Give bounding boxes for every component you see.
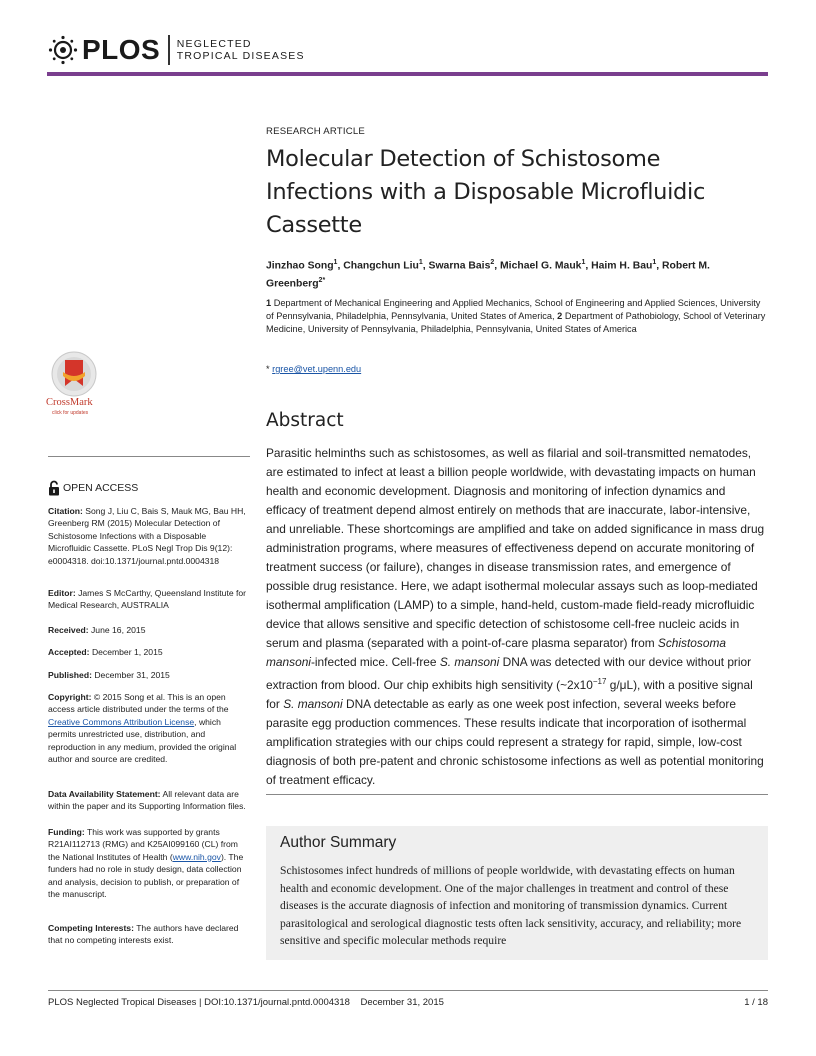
- journal-logo[interactable]: [48, 33, 305, 67]
- editor-label: Editor:: [48, 588, 76, 598]
- data-availability-block: [48, 788, 250, 813]
- article-title: Molecular Detection of Schistosome Infections with a Disposable Microfluidic Cassette: [266, 146, 706, 238]
- funding-block: [48, 826, 250, 900]
- published-block: [48, 669, 250, 681]
- nih-link[interactable]: www.nih.gov: [172, 851, 221, 862]
- author-summary-heading: Author Summary: [280, 834, 397, 851]
- author-summary-text: Schistosomes infect hundreds of millions of people worldwide, with devastating effects on human health and economic development. One of the major challenges in treatment and control of these diseases is the accurate diagnosis of infection and monitoring of transmission dynamics. Current parasitological and serological diagnostic tests often lack sensitivity, accuracy, and reliability; more sensitive and specific molecular methods require: [280, 864, 742, 948]
- corresponding-email: [266, 364, 361, 374]
- header-rule: [47, 72, 768, 76]
- author-affiliation-marker: 2*: [318, 276, 326, 284]
- species-name: S. mansoni: [283, 696, 343, 711]
- citation-label: Citation:: [48, 506, 83, 516]
- published-label: Published:: [48, 670, 92, 680]
- exponent: −17: [592, 677, 607, 686]
- open-access-badge: [48, 480, 138, 496]
- abstract-part: -infected mice. Cell-free: [310, 655, 440, 669]
- funding-text-end: ). The funders had no role in study design, data collection and analysis, decision to publish, or preparation of the manuscript.: [48, 851, 244, 900]
- affiliation-2: Department of Pathobiology, School of Veterinary Medicine, University of Pennsylvania, Philadelphia, Pennsylvania, United States of America: [266, 311, 766, 335]
- abstract-part: DNA was detected with our device without prior extraction from blood. Our chip exhibits high sensitivity (~2x10: [266, 655, 752, 692]
- data-availability-text: All relevant data are within the paper and its Supporting Information files.: [48, 789, 246, 812]
- open-lock-icon: [48, 480, 60, 496]
- abstract-text: [266, 444, 768, 790]
- published-date: December 31, 2015: [94, 670, 170, 680]
- accepted-date: December 1, 2015: [91, 647, 163, 657]
- funding-text: This work was supported by grants R21AI112713 (RMG) and K25AI099160 (CL) from the National Institutes of Health (: [48, 827, 238, 862]
- crossmark-badge[interactable]: [42, 350, 106, 420]
- competing-interests-label: Competing Interests:: [48, 923, 134, 933]
- author-name: Michael G. Mauk: [500, 260, 582, 272]
- abstract-heading: Abstract: [266, 410, 344, 431]
- copyright-block: [48, 691, 250, 765]
- funding-label: Funding:: [48, 827, 85, 837]
- editor-block: [48, 587, 250, 612]
- author-list: Jinzhao Song$^1$, Changchun Liu$^1$, Swarna Bais$^2$, Michael G. Mauk$^1$, Haim H. Bau$^1$, Robert M. Greenberg$^{2*}$: [266, 259, 710, 290]
- footer-citation: PLOS Neglected Tropical Diseases | DOI:10.1371/journal.pntd.0004318 December 31, 2015: [48, 997, 444, 1008]
- license-link[interactable]: Creative Commons Attribution License: [48, 716, 195, 727]
- affiliations: [266, 297, 766, 336]
- author-affiliation-marker: 1: [581, 259, 586, 266]
- accepted-label: Accepted:: [48, 647, 90, 657]
- affiliation-2-number: 2: [557, 311, 563, 322]
- crossmark-label: CrossMark: [46, 397, 93, 408]
- accepted-block: [48, 646, 250, 658]
- sidebar-rule: [48, 456, 250, 457]
- author-name: Swarna Bais: [428, 260, 491, 272]
- copyright-label: Copyright:: [48, 692, 92, 702]
- article-type: RESEARCH ARTICLE: [266, 126, 365, 137]
- email-link[interactable]: rgree@vet.upenn.edu: [272, 364, 362, 374]
- received-date: June 16, 2015: [91, 625, 146, 635]
- author-name: Jinzhao Song: [266, 260, 334, 272]
- abstract-part: DNA detectable as early as one week post infection, several weeks before parasite egg production commences. These results indicate that incorporation of isothermal amplification strategies with our chips could represent a strategy for rapid, simple, low-cost diagnosis of both pre-patent and chronic schistosome infections as well as potential monitoring of treatment efficacy.: [266, 696, 764, 787]
- author-affiliation-marker: 1: [418, 259, 423, 266]
- author-affiliation-marker: 1: [652, 259, 657, 266]
- abstract-part: Parasitic helminths such as schistosomes, as well as filarial and soil-transmitted nematodes, are estimated to infect at least a billion people worldwide, with devastating impacts on human health and economic development. Diagnosis and monitoring of infection dynamics and efficacy of treatment depend almost entirely on methods that are inaccurate, labor-intensive, and unreliable. These shortcomings are amplified and take on added significance in mass drug administration programs, where measures of effectiveness depend on accurate monitoring of treatment success (or failure), changes in disease transmission rates, and emergence of possible drug resistance. Here, we adapt isothermal molecular assays such as loop-mediated isothermal amplification (LAMP) to a simple, hand-held, custom-made field-ready microfluidic device that allows sensitive and specific detection of schistosome cell-free nucleic acids in serum and plasma (separated with a point-of-care plasma separator) from: [266, 446, 765, 650]
- plos-logo-icon: [48, 35, 78, 65]
- logo-text: PLOS: [82, 34, 161, 65]
- competing-interests-block: [48, 922, 250, 947]
- email-asterisk: *: [266, 364, 270, 374]
- received-label: Received:: [48, 625, 89, 635]
- abstract-part: g/μL), with a positive signal for: [266, 677, 753, 711]
- author-affiliation-marker: 1: [333, 259, 338, 266]
- received-block: [48, 624, 250, 636]
- journal-name-line2: TROPICAL DISEASES: [176, 50, 305, 62]
- author-affiliation-marker: 2: [490, 259, 495, 266]
- copyright-text-end: , which permits unrestricted use, distribution, and reproduction in any medium, provided the original author and source are credited.: [48, 716, 237, 765]
- journal-name-line1: NEGLECTED: [176, 38, 252, 50]
- journal-name: [177, 38, 305, 62]
- logo-divider: [168, 35, 170, 65]
- copyright-text: © 2015 Song et al. This is an open access article distributed under the terms of the: [48, 692, 229, 715]
- crossmark-icon: [50, 350, 98, 398]
- editor-text: James S McCarthy, Queensland Institute for Medical Research, AUSTRALIA: [48, 588, 247, 611]
- crossmark-sublabel: click for updates: [52, 410, 89, 416]
- citation-block: [48, 505, 250, 567]
- author-name: Haim H. Bau: [591, 260, 653, 272]
- affiliation-1-number: 1: [266, 298, 272, 308]
- open-access-label: OPEN ACCESS: [63, 482, 139, 494]
- author-name: Robert M. Greenberg: [266, 260, 710, 290]
- affiliation-1: Department of Mechanical Engineering and Applied Mechanics, School of Engineering and Applied Sciences, University of Pennsylvania, Philadelphia, Pennsylvania, United States of America,: [266, 298, 761, 322]
- species-name: Schistosoma mansoni: [266, 636, 726, 669]
- competing-interests-text: The authors have declared that no competing interests exist.: [48, 923, 239, 946]
- abstract-rule: [266, 794, 768, 795]
- author-name: Changchun Liu: [343, 260, 419, 272]
- species-name: S. mansoni: [439, 655, 500, 669]
- data-availability-label: Data Availability Statement:: [48, 789, 161, 799]
- footer-rule: [48, 990, 768, 991]
- page-number: 1 / 18: [744, 997, 768, 1008]
- citation-text: Song J, Liu C, Bais S, Mauk MG, Bau HH, Greenberg RM (2015) Molecular Detection of Schistosome Infections with a Disposable Microfluidic Cassette. PLoS Negl Trop Dis 9(12): e0004318. doi:10.1371/journal.pntd.0004318: [48, 506, 246, 566]
